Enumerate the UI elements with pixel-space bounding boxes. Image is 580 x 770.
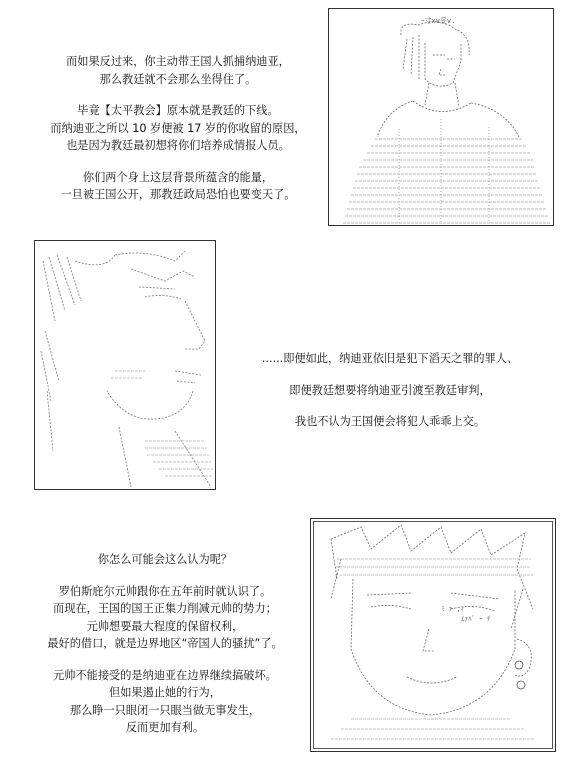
dialog-line: 你们两个身上这层背景所蕴含的能量， bbox=[82, 170, 274, 184]
dialog-line: 元帅不能接受的是纳迪亚在边界继续搞破坏。 bbox=[53, 668, 277, 682]
dialog-line: 罗伯斯庇尔元帅跟你在五年前时就认识了。 bbox=[58, 584, 272, 598]
dialog-paragraph bbox=[28, 102, 328, 155]
dialog-paragraph bbox=[20, 583, 310, 653]
dialog-line: 即便教廷想要将纳迪亚引渡至教廷审判， bbox=[289, 383, 491, 397]
art-text: ｴｧﾊﾞ ｰ ﾃ bbox=[461, 615, 491, 623]
dialog-paragraph bbox=[220, 350, 560, 368]
dialog-paragraph bbox=[28, 53, 328, 88]
dialog-line: 元帅想要最大程度的保留权利， bbox=[86, 619, 244, 633]
face-profile-illustration bbox=[35, 241, 215, 489]
dialog-line: 而如果反过来，你主动带王国人抓捕纳迪亚， bbox=[66, 55, 290, 68]
dialog-line: 毕竟【太平教会】原本就是教廷的下线。 bbox=[77, 104, 279, 117]
dialog-block-3 bbox=[20, 551, 310, 737]
dialog-line: 你怎么可能会这么认为呢？ bbox=[97, 553, 233, 566]
man-figure-illustration bbox=[329, 9, 553, 225]
dialog-line: 我也不认为王国便会将犯人乖乖上交。 bbox=[294, 415, 486, 428]
art-text: ﾐ ｧ ,ｨ bbox=[441, 605, 465, 613]
dialog-line: 也是因为教廷最初想将你们培养成情报人员。 bbox=[66, 139, 290, 152]
dialog-paragraph bbox=[20, 551, 310, 569]
dialog-paragraph bbox=[220, 382, 560, 400]
dialog-line: 而现在，王国的国王正集力削减元帅的势力； bbox=[53, 602, 277, 615]
dialog-block-1 bbox=[28, 53, 328, 204]
art-text: ｰ寸xv妥v. bbox=[421, 17, 456, 25]
dialog-line: 但如果遏止她的行为， bbox=[109, 686, 221, 699]
ascii-art-panel-face bbox=[34, 240, 216, 490]
dialog-line: ......即便如此，纳迪亚依旧是犯下滔天之罪的罪人、 bbox=[261, 352, 519, 365]
dialog-paragraph bbox=[28, 169, 328, 204]
dialog-paragraph bbox=[20, 667, 310, 737]
dialog-line: 那么睁一只眼闭一只眼当做无事发生， bbox=[69, 703, 261, 717]
dialog-paragraph bbox=[220, 413, 560, 431]
dialog-line: 最好的借口，就是边界地区“帝国人的骚扰”了。 bbox=[47, 637, 283, 650]
dialog-line: 而纳迪亚之所以 10 岁便被 17 岁的你收留的原因， bbox=[50, 121, 306, 135]
ascii-art-panel-character bbox=[310, 518, 556, 752]
dialog-line: 那么教廷就不会那么坐得住了。 bbox=[99, 72, 257, 86]
ascii-art-panel-man bbox=[328, 8, 554, 226]
dialog-line: 一旦被王国公开，那教廷政局恐怕也要变天了。 bbox=[60, 188, 296, 201]
spiky-hair-character-illustration bbox=[311, 519, 555, 751]
dialog-block-2 bbox=[220, 350, 560, 431]
dialog-line: 反而更加有利。 bbox=[125, 721, 205, 734]
